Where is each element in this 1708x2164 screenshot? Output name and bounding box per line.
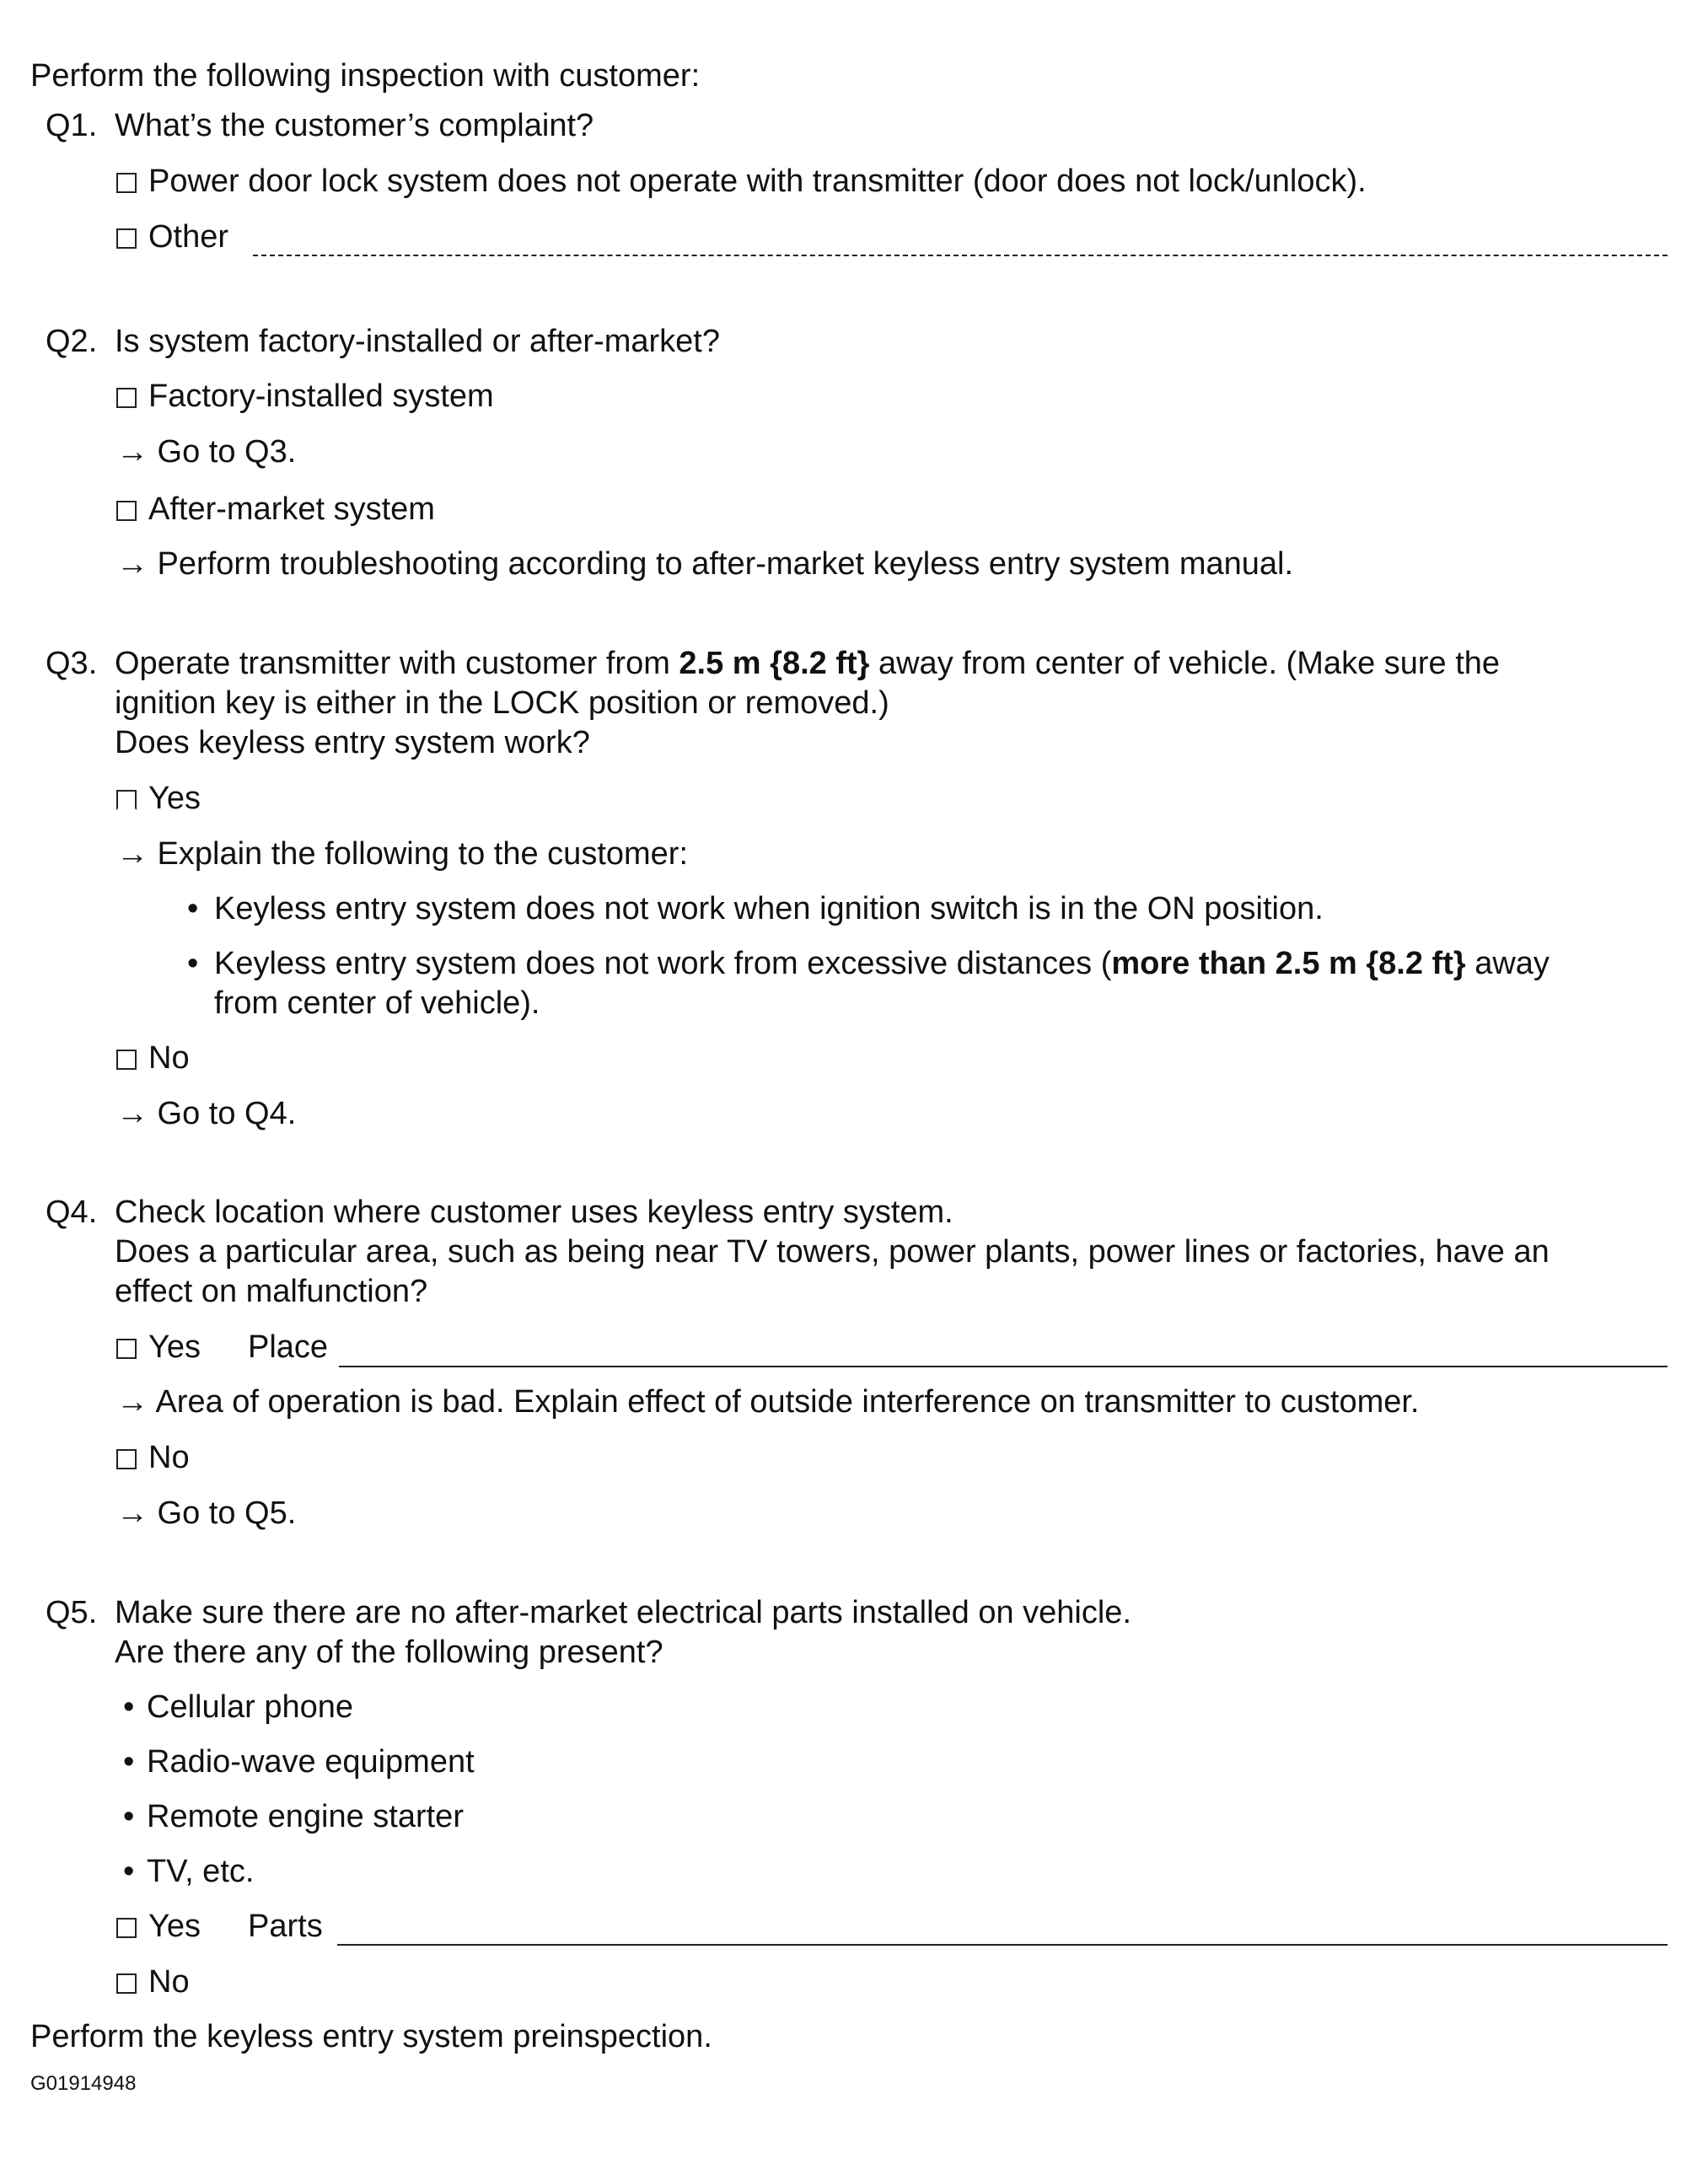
q3-bullet-ignition: • Keyless entry system does not work when ignition switch is in the ON position.: [187, 891, 1324, 926]
q2-arrow-go-to-q3: → Go to Q3.: [116, 434, 297, 470]
q1-option-other[interactable]: [116, 217, 228, 257]
option-label: Yes: [148, 781, 201, 816]
q3-line1-text: Operate transmitter with customer from: [115, 646, 679, 681]
option-label: Power door lock system does not operate with transmitter (door does not lock/unlock).: [148, 164, 1367, 199]
option-label: No: [148, 1440, 190, 1475]
q4-option-yes[interactable]: [116, 1328, 201, 1367]
q2-option-factory[interactable]: [116, 377, 494, 416]
q2-question: Is system factory-installed or after-market?: [115, 324, 720, 359]
bullet-text: Keyless entry system does not work when ignition switch is in the ON position.: [214, 891, 1324, 926]
option-label: Other: [148, 219, 229, 255]
q3-question-line1: [115, 644, 1500, 684]
q4-option-no[interactable]: [116, 1438, 190, 1478]
q5-item-remote-starter: • Remote engine starter: [123, 1799, 464, 1834]
checkbox[interactable]: [116, 1918, 137, 1938]
q3-bullet-distance: • Keyless entry system does not work from excessive distances (more than 2.5 m {8.2 ft} away: [187, 946, 1550, 981]
place-write-in-line[interactable]: [339, 1366, 1668, 1367]
checkbox[interactable]: [116, 790, 137, 810]
checkbox[interactable]: [116, 501, 137, 521]
q1-question: What’s the customer’s complaint?: [115, 108, 594, 143]
parts-write-in-line[interactable]: [337, 1944, 1668, 1946]
q5-item-radio-wave: • Radio-wave equipment: [123, 1744, 475, 1780]
checkbox[interactable]: [116, 1973, 137, 1994]
checkbox[interactable]: [116, 1050, 137, 1070]
q3-bullet-distance-line2: from center of vehicle).: [214, 985, 540, 1021]
q5-option-yes[interactable]: [116, 1907, 201, 1947]
q3-option-no[interactable]: [116, 1039, 190, 1078]
checkbox[interactable]: [116, 1449, 137, 1469]
bullet-distance: more than 2.5 m {8.2 ft}: [1111, 946, 1466, 981]
q5-number: Q5.: [46, 1595, 98, 1630]
q3-option-yes[interactable]: [116, 779, 201, 819]
other-write-in-line[interactable]: [253, 255, 1668, 256]
q2-arrow-troubleshooting: → Perform troubleshooting according to after-market keyless entry system manual.: [116, 546, 1294, 582]
bullet-text: Keyless entry system does not work from excessive distances (: [214, 946, 1112, 981]
option-label: No: [148, 1040, 190, 1076]
option-label: Yes: [148, 1329, 201, 1365]
checkbox[interactable]: [116, 388, 137, 408]
option-label: Yes: [148, 1909, 201, 1944]
q5-question-line2: Are there any of the following present?: [115, 1635, 663, 1670]
parts-label: Parts: [248, 1909, 323, 1944]
q3-arrow-go-to-q4: → Go to Q4.: [116, 1096, 297, 1131]
list-item-text: Radio-wave equipment: [147, 1744, 475, 1780]
q3-arrow-explain: → Explain the following to the customer:: [116, 836, 689, 872]
q5-question-line1: Make sure there are no after-market electrical parts installed on vehicle.: [115, 1595, 1131, 1630]
q4-question-line3: effect on malfunction?: [115, 1274, 428, 1309]
q3-question-line3: Does keyless entry system work?: [115, 725, 590, 760]
list-item-text: Cellular phone: [147, 1689, 354, 1725]
q4-arrow-go-to-q5: → Go to Q5.: [116, 1495, 297, 1531]
list-item-text: Remote engine starter: [147, 1799, 464, 1834]
q5-option-no[interactable]: [116, 1963, 190, 2002]
q5-item-cellular-phone: • Cellular phone: [123, 1689, 354, 1725]
q4-number: Q4.: [46, 1195, 98, 1230]
q3-number: Q3.: [46, 646, 98, 681]
bullet-text-end: away: [1465, 946, 1550, 981]
q1-number: Q1.: [46, 108, 98, 143]
list-item-text: TV, etc.: [147, 1854, 255, 1889]
option-label: After-market system: [148, 491, 435, 527]
place-label: Place: [248, 1329, 329, 1365]
checkbox[interactable]: [116, 173, 137, 193]
q1-option-power-door-lock[interactable]: [116, 162, 1367, 201]
outro-text: Perform the keyless entry system preinspection.: [30, 2019, 712, 2054]
q2-option-after-market[interactable]: [116, 490, 435, 529]
q5-item-tv: • TV, etc.: [123, 1854, 255, 1889]
q4-question-line2: Does a particular area, such as being near TV towers, power plants, power lines or factories, have an: [115, 1234, 1550, 1270]
q3-distance: 2.5 m {8.2 ft}: [679, 646, 870, 681]
q3-line1-text-end: away from center of vehicle. (Make sure the: [869, 646, 1501, 681]
intro-text: Perform the following inspection with customer:: [30, 58, 701, 94]
checkbox[interactable]: [116, 228, 137, 249]
figure-id: G01914948: [30, 2072, 137, 2095]
q4-arrow-area-bad: → Area of operation is bad. Explain effect of outside interference on transmitter to customer.: [116, 1384, 1420, 1420]
q3-question-line2: ignition key is either in the LOCK position or removed.): [115, 685, 889, 721]
checkbox[interactable]: [116, 1339, 137, 1359]
q4-question-line1: Check location where customer uses keyless entry system.: [115, 1195, 953, 1230]
option-label: No: [148, 1964, 190, 2000]
q2-number: Q2.: [46, 324, 98, 359]
option-label: Factory-installed system: [148, 379, 494, 414]
